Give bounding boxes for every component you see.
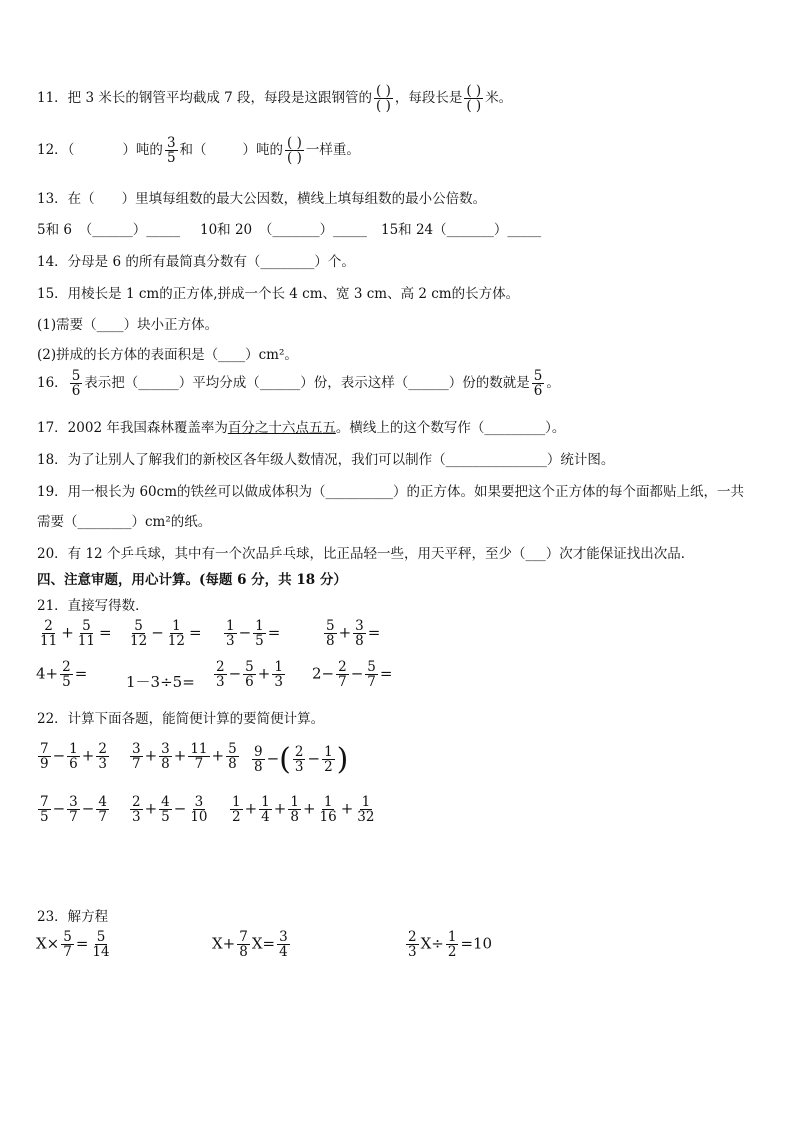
numerator: 11 xyxy=(190,741,208,757)
numerator: 1 xyxy=(226,618,235,634)
fraction xyxy=(322,745,335,774)
fraction xyxy=(230,795,243,824)
fraction xyxy=(38,795,51,824)
denominator: 11 xyxy=(77,633,95,650)
q12-fraction-blank xyxy=(285,136,304,165)
numerator: 2 xyxy=(62,659,71,675)
numerator: 1 xyxy=(323,794,333,810)
denominator: 5 xyxy=(40,809,49,826)
denominator: 12 xyxy=(167,633,185,650)
numerator: 2 xyxy=(408,929,417,945)
numerator: 7 xyxy=(239,929,248,945)
denominator: 12 xyxy=(130,633,148,650)
denominator: 8 xyxy=(228,756,237,773)
fraction xyxy=(128,619,149,648)
math-symbol: − xyxy=(151,623,164,642)
q12-text-a: 12．（ xyxy=(37,142,75,159)
q22-expr-6 xyxy=(228,795,378,824)
numerator: 5 xyxy=(71,368,81,384)
denominator: 7 xyxy=(132,756,141,773)
fraction xyxy=(252,745,265,774)
numerator: ( ) xyxy=(466,83,482,99)
q11-fraction-2 xyxy=(464,84,483,113)
q12-text-e: 一样重。 xyxy=(305,142,360,159)
fraction xyxy=(406,930,419,959)
denominator: ( ) xyxy=(376,98,391,115)
numerator: 5 xyxy=(134,618,143,634)
math-symbol: ) xyxy=(336,742,349,777)
denominator: 7 xyxy=(98,809,107,826)
section-4-heading: 四、注意审题，用心计算。(每题 6 分，共 18 分） xyxy=(37,572,347,588)
fraction xyxy=(243,660,256,689)
q12-text-c: 和（ xyxy=(179,142,207,159)
fraction xyxy=(336,660,349,689)
math-symbol: =10 xyxy=(460,934,493,953)
numerator: 1 xyxy=(232,794,241,810)
fraction xyxy=(259,795,272,824)
q23-equation-3 xyxy=(404,930,492,959)
q21-expr-6: 1－3÷5= xyxy=(126,673,195,691)
fraction xyxy=(166,619,187,648)
denominator: 2 xyxy=(232,809,241,826)
math-symbol: + xyxy=(144,799,158,818)
math-symbol: + xyxy=(244,799,258,818)
question-20: 20．有 12 个乒乓球，其中有一个次品乒乓球，比正品轻一些，用天平秤，至少（___）次才能保证找出次品． xyxy=(37,546,695,562)
numerator: 1 xyxy=(274,659,283,675)
denominator: 3 xyxy=(226,633,235,650)
denominator: 10 xyxy=(190,809,208,826)
question-23-title: 23．解方程 xyxy=(37,909,109,925)
numerator: 5 xyxy=(228,741,237,757)
math-symbol: − xyxy=(81,799,95,818)
fraction xyxy=(96,795,109,824)
question-19-line-1: 19．用一根长为 60cm的铁丝可以做成体积为（__________）的正方体。如果要把这个正方体的每个面都贴上纸，一共 xyxy=(37,484,745,500)
denominator: 8 xyxy=(355,633,364,650)
question-16 xyxy=(37,369,560,398)
math-symbol: − xyxy=(52,746,66,765)
fraction xyxy=(61,930,74,959)
math-symbol: X= xyxy=(251,934,276,953)
math-symbol: − xyxy=(350,664,364,683)
q17-text-a: 17．2002 年我国森林覆盖率为 xyxy=(37,420,228,436)
math-symbol: + xyxy=(144,746,158,765)
denominator: ( ) xyxy=(466,98,482,115)
numerator: 2 xyxy=(216,659,225,675)
q16-number: 16． xyxy=(37,375,68,392)
math-symbol: = xyxy=(267,623,281,642)
question-11 xyxy=(37,84,512,113)
q12-text-d: ）吨的 xyxy=(242,142,284,159)
q16-end: 。 xyxy=(546,375,560,392)
fraction xyxy=(38,742,51,771)
numerator: 4 xyxy=(161,794,170,810)
fraction xyxy=(188,742,209,771)
denominator: 4 xyxy=(279,944,288,961)
q16-fraction-1 xyxy=(70,369,83,398)
math-symbol: = xyxy=(74,664,88,683)
denominator: 6 xyxy=(245,674,254,691)
numerator: 3 xyxy=(355,618,364,634)
denominator: 2 xyxy=(447,944,457,961)
denominator: 8 xyxy=(326,633,335,650)
question-13: 13．在（ ）里填每组数的最大公因数，横线上填每组数的最小公倍数。 xyxy=(37,191,487,207)
fraction xyxy=(288,795,301,824)
math-symbol: + xyxy=(173,746,187,765)
denominator: 8 xyxy=(290,809,299,826)
math-symbol: 2− xyxy=(312,664,335,683)
fraction xyxy=(130,742,143,771)
denominator: 6 xyxy=(69,756,78,773)
math-symbol: + xyxy=(340,799,354,818)
numerator: 3 xyxy=(161,741,170,757)
q11-text-c: 米。 xyxy=(485,90,513,107)
numerator: 1 xyxy=(261,794,270,810)
denominator: 6 xyxy=(71,383,81,400)
fraction xyxy=(159,742,172,771)
fraction xyxy=(226,742,239,771)
math-symbol: = xyxy=(75,934,89,953)
numerator: 2 xyxy=(338,659,347,675)
math-symbol: 4+ xyxy=(36,664,59,683)
denominator: 5 xyxy=(255,633,264,650)
denominator: 7 xyxy=(194,756,204,773)
q22-expr-2 xyxy=(128,742,241,771)
fraction xyxy=(76,619,97,648)
numerator: 5 xyxy=(96,929,106,945)
denominator: 3 xyxy=(408,944,417,961)
numerator: 1 xyxy=(172,618,181,634)
denominator: 4 xyxy=(261,809,270,826)
question-12 xyxy=(37,136,360,165)
numerator: 1 xyxy=(255,618,264,634)
question-14: 14．分母是 6 的所有最简真分数有（________）个。 xyxy=(37,254,355,270)
numerator: 9 xyxy=(254,743,263,760)
q21-expr-8 xyxy=(312,660,392,689)
q21-expr-5 xyxy=(36,660,87,689)
math-symbol: − xyxy=(173,799,187,818)
q22-expr-5 xyxy=(128,795,212,824)
fraction xyxy=(355,795,376,824)
q22-expr-1 xyxy=(36,742,111,771)
q21-expr-7 xyxy=(212,660,287,689)
math-symbol: + xyxy=(338,623,352,642)
denominator: 7 xyxy=(338,674,347,691)
math-symbol: − xyxy=(228,664,242,683)
numerator: 2 xyxy=(294,743,304,760)
q12-text-b: ）吨的 xyxy=(122,142,163,159)
q13-group-1: 5和 6 （______）_____ xyxy=(37,222,180,238)
q13-group-2: 10和 20 （_______）_____ xyxy=(200,222,367,238)
denominator: 3 xyxy=(216,674,225,691)
math-symbol: ( xyxy=(279,742,291,777)
q21-expr-2 xyxy=(126,619,202,648)
fraction xyxy=(293,745,306,774)
q23-equation-1 xyxy=(36,930,114,959)
numerator: 1 xyxy=(324,743,333,760)
math-symbol: X÷ xyxy=(420,934,444,953)
denominator: 9 xyxy=(40,756,49,773)
fraction xyxy=(214,660,227,689)
denominator: 3 xyxy=(98,756,107,773)
question-17 xyxy=(37,416,565,436)
math-symbol: X× xyxy=(36,934,60,953)
denominator: 32 xyxy=(357,809,375,826)
numerator: 5 xyxy=(245,659,254,675)
numerator: 4 xyxy=(98,794,107,810)
fraction xyxy=(188,795,209,824)
math-symbol: X+ xyxy=(212,934,236,953)
q15-part-2: (2)拼成的长方体的表面积是（____）cm²。 xyxy=(37,347,298,363)
math-symbol: + xyxy=(61,623,74,642)
math-symbol: − xyxy=(266,749,280,768)
q16-text: 表示把（______）平均分成（______）份，表示这样（______）份的数就是 xyxy=(84,375,530,392)
math-symbol: + xyxy=(81,746,95,765)
fraction xyxy=(60,660,73,689)
fraction xyxy=(237,930,250,959)
fraction xyxy=(353,619,366,648)
numerator: 5 xyxy=(63,929,72,945)
q21-expr-4 xyxy=(322,619,380,648)
math-symbol: = xyxy=(379,664,393,683)
denominator: 5 xyxy=(62,674,71,691)
numerator: 7 xyxy=(40,741,49,757)
numerator: 2 xyxy=(132,794,141,810)
q22-expr-3 xyxy=(250,742,348,777)
fraction xyxy=(324,619,337,648)
question-21-title: 21．直接写得数． xyxy=(37,598,149,614)
numerator: 5 xyxy=(533,368,543,384)
question-18: 18．为了让别人了解我们的新校区各年级人数情况，我们可以制作（_______________）统计图。 xyxy=(37,452,615,468)
question-15: 15．用棱长是 1 cm的正方体,拼成一个长 4 cm、宽 3 cm、高 2 cm的长方体。 xyxy=(37,286,520,302)
q11-text-a: 11．把 3 米长的钢管平均截成 7 段，每段是这跟钢管的 xyxy=(37,90,373,107)
q17-underlined-number: 百分之十六点五五 xyxy=(227,420,336,436)
q11-fraction-1 xyxy=(374,84,393,113)
denominator: 5 xyxy=(166,150,176,167)
denominator: 6 xyxy=(533,383,543,400)
math-symbol: + xyxy=(211,746,225,765)
math-symbol: − xyxy=(307,749,321,768)
denominator: 3 xyxy=(274,674,283,691)
numerator: 5 xyxy=(82,618,91,634)
numerator: 1 xyxy=(447,929,457,945)
numerator: 3 xyxy=(132,741,141,757)
numerator: 2 xyxy=(98,741,107,757)
math-symbol: + xyxy=(257,664,271,683)
fraction xyxy=(130,795,143,824)
denominator: 8 xyxy=(239,944,248,961)
numerator: 1 xyxy=(290,794,299,810)
q12-fraction-3-5 xyxy=(165,136,178,165)
question-22-title: 22．计算下面各题，能简便计算的要简便计算。 xyxy=(37,711,325,727)
math-symbol: + xyxy=(273,799,287,818)
q22-expr-4 xyxy=(36,795,111,824)
denominator: 7 xyxy=(63,944,72,961)
fraction xyxy=(318,795,339,824)
math-symbol: − xyxy=(238,623,252,642)
denominator: 8 xyxy=(161,756,170,773)
fraction xyxy=(90,930,111,959)
q16-fraction-2 xyxy=(532,369,545,398)
denominator: ( ) xyxy=(287,150,302,167)
q21-expr-1 xyxy=(36,619,112,648)
math-symbol: = xyxy=(367,623,381,642)
numerator: 1 xyxy=(361,794,371,810)
fraction xyxy=(272,660,285,689)
math-symbol: + xyxy=(302,799,316,818)
fraction xyxy=(253,619,266,648)
fraction xyxy=(446,930,459,959)
numerator: 3 xyxy=(194,794,204,810)
denominator: 14 xyxy=(92,944,110,961)
numerator: 7 xyxy=(40,794,49,810)
fraction xyxy=(224,619,237,648)
denominator: 7 xyxy=(367,674,376,691)
q17-text-b: 。横线上的这个数写作（_________）。 xyxy=(335,420,566,436)
question-19-line-2: 需要（________）cm²的纸。 xyxy=(37,514,212,530)
fraction xyxy=(67,742,80,771)
denominator: 8 xyxy=(254,759,263,775)
denominator: 16 xyxy=(319,809,337,826)
math-symbol: − xyxy=(52,799,66,818)
fraction xyxy=(67,795,80,824)
fraction xyxy=(277,930,290,959)
numerator: 5 xyxy=(367,659,376,675)
q13-group-3: 15和 24（_______）_____ xyxy=(381,222,542,238)
denominator: 3 xyxy=(132,809,141,826)
numerator: 3 xyxy=(279,929,288,945)
math-symbol: = xyxy=(188,623,202,642)
math-symbol: = xyxy=(98,623,112,642)
fraction xyxy=(96,742,109,771)
denominator: 7 xyxy=(69,809,78,826)
q11-text-b: ，每段长是 xyxy=(394,90,463,107)
numerator: ( ) xyxy=(287,135,302,151)
numerator: 3 xyxy=(69,794,78,810)
fraction xyxy=(159,795,172,824)
fraction xyxy=(38,619,59,648)
numerator: 1 xyxy=(69,741,78,757)
fraction xyxy=(365,660,378,689)
numerator: 5 xyxy=(326,618,335,634)
numerator: 3 xyxy=(166,135,176,151)
q23-equation-2 xyxy=(212,930,292,959)
q21-expr-3 xyxy=(222,619,280,648)
denominator: 2 xyxy=(324,759,333,775)
numerator: ( ) xyxy=(376,83,391,99)
numerator: 2 xyxy=(44,618,53,634)
denominator: 11 xyxy=(40,633,58,650)
denominator: 5 xyxy=(161,809,170,826)
q15-part-1: (1)需要（____）块小正方体。 xyxy=(37,317,219,333)
denominator: 3 xyxy=(294,759,304,775)
